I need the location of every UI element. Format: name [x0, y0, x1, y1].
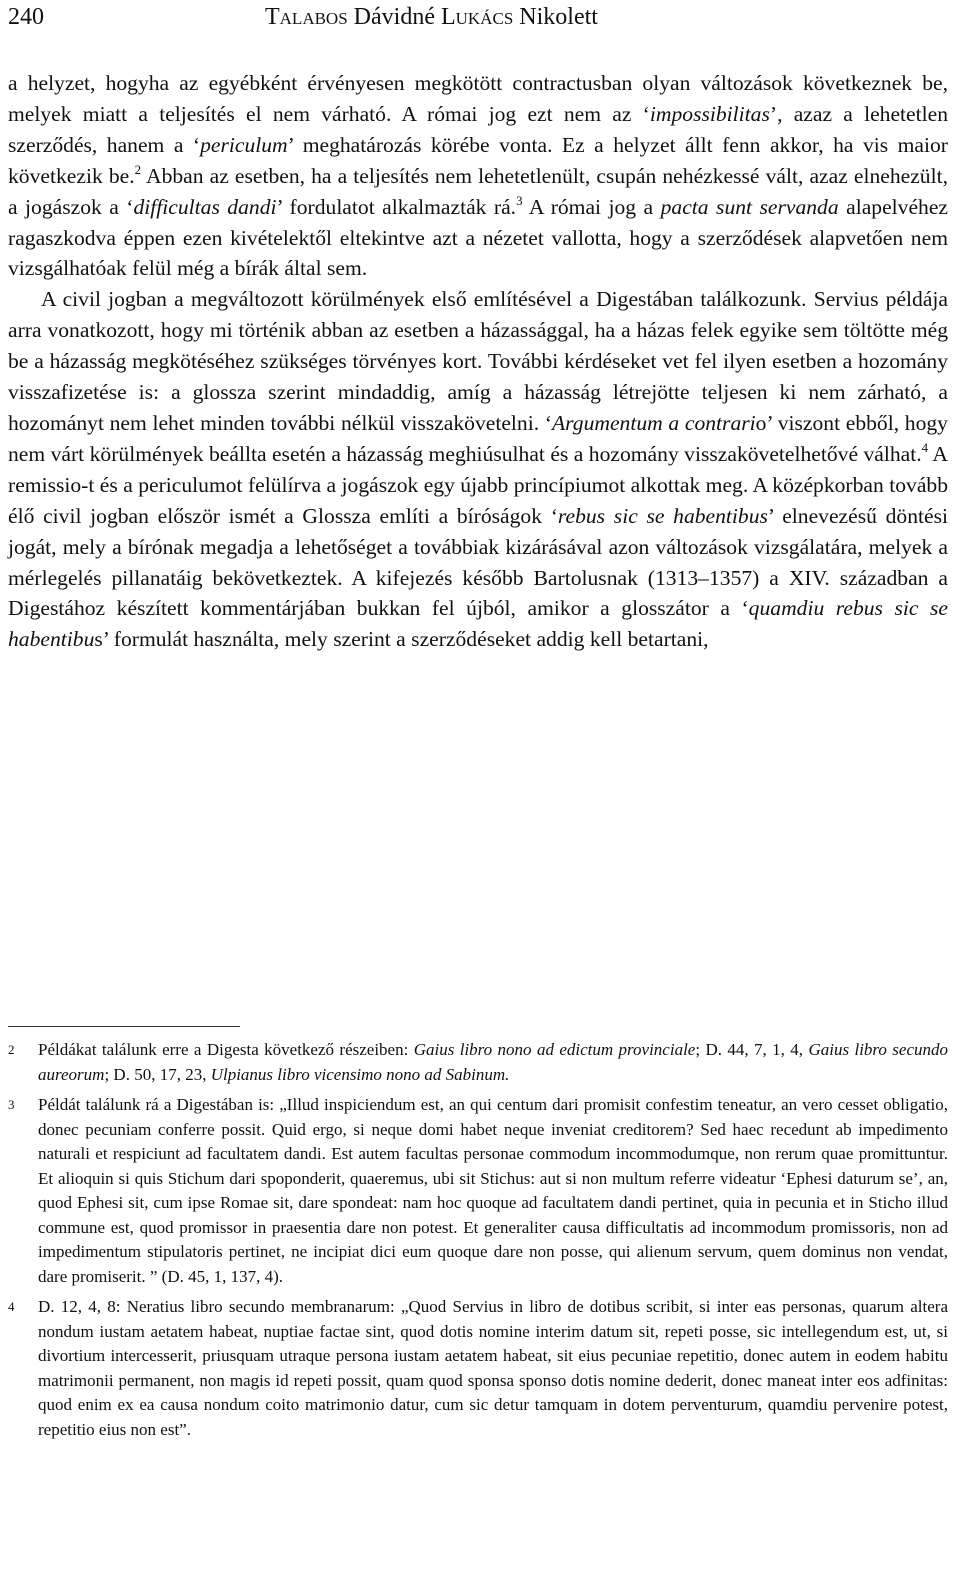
author-surname-2: Lukács: [440, 4, 514, 30]
footnote-number: 3: [8, 1097, 15, 1112]
footnote-text: Példát találunk rá a Digestában is: „Illud inspiciendum est, an qui centum dari promisit confestim teneatur, an vero cesset obligatio, donec pecuniam conferre possit. Quid ergo, si neque domi habet neque inveniat creditorem? Sed haec recedunt ab impedimento naturali et respiciunt ad facultatem dandi. Est autem facultas personae commodum incommodumque, non rerum quae promittuntur. Et alioquin si quis Stichum dari spoponderit, quaeremus, ubi sit Stichus: aut si non multum referre videatur ‘Ephesi daturum se’, an, quod Ephesi sit, cum ipse Romae sit, dare spondeat: nam hoc quoque ad facultatem dandi pertinet, quia in pecunia et in Sticho illud commune est, quod promissor in praesentia dare non potest. Et generaliter causa difficultatis ad incommodum promissoris, non ad impedimentum stipulatoris pertinet, ne incipiat dici eum quoque dare non posse, qui alienum servum, quem dominus non vendat, dare promiserit. ” (D. 45, 1, 137, 4).: [38, 1095, 948, 1286]
footnote-4: [8, 1295, 948, 1442]
footnote-separator: [8, 1026, 240, 1027]
text-run: ’ meghatározás körébe vonta. Ez a helyzet állt fenn akkor, ha vis maior következik be.: [8, 132, 949, 188]
text-run: alapelvéhez ragaszkodva éppen ezen kivételektől eltekintve azt a nézetet vallotta, hogy a szerződések alapvetően nem vizsgálhatóak felül még a bírák által sem.: [8, 194, 949, 281]
running-header: [8, 0, 948, 40]
text-run: s’ formulát használta, mely szerint a szerződéseket addig kell betartani,: [94, 627, 709, 652]
footnote-ref-4[interactable]: 4: [921, 440, 929, 456]
italic-term: impossibilitas: [649, 101, 770, 126]
footnote-ref-2[interactable]: 2: [134, 161, 142, 177]
italic-term: Argumentum a contrari: [551, 410, 756, 435]
italic-term: periculum: [200, 132, 288, 157]
text-run: Abban az esetben, ha a teljesítés nem lehetetlenült, csupán nehézkessé vált, azaz elnehezült, a jogászok a ‘: [8, 163, 948, 219]
text-run: A római jog a: [522, 194, 661, 219]
text-run: ’ fordulatot alkalmazták rá.: [276, 194, 517, 219]
text-run: ’ elnevezésű döntési jogát, mely a bírónak megadja a lehetőséget a továbbiak kizárásával azon változások vizsgálatára, melyek a mérlegelés pillanatáig bekövetkeztek. A kifejezés később Bartolusnak (1313–1357) a XIV. században a Digestához készített kommentárjában bukkan fel újból, amikor a glosszátor a ‘: [8, 503, 948, 621]
paragraph-1: [8, 68, 948, 284]
running-head-author: [265, 4, 598, 31]
text-run: a helyzet, hogyha az egyébként érvényesen megkötött contractusban olyan változások következnek be, melyek miatt a teljesítés el nem várható. A római jog ezt nem az ‘: [8, 71, 948, 126]
author-surname-1: Talabos: [265, 4, 348, 30]
author-given-1: Dávidné: [353, 4, 435, 30]
text-run: ; D. 44, 7, 1, 4,: [695, 1040, 809, 1059]
italic-term: pacta sunt servanda: [660, 194, 839, 219]
author-given-2: Nikolett: [519, 4, 598, 30]
paragraph-2: [8, 284, 948, 655]
text-run: o’ viszont ebből, hogy nem várt körülmények beállta esetén a házasság meghiúsulhat és a hozomány visszakövetelhetővé válhat.: [8, 410, 948, 466]
footnotes: [8, 1038, 948, 1448]
text-run: Példákat találunk erre a Digesta következő részeiben:: [38, 1040, 414, 1059]
footnote-3: [8, 1093, 948, 1289]
page-number: 240: [8, 4, 44, 30]
footnote-number: 4: [8, 1299, 15, 1314]
italic-term: rebus sic se habentibus: [557, 503, 768, 528]
footnote-text: D. 12, 4, 8: Neratius libro secundo membranarum: „Quod Servius in libro de dotibus scribit, si inter eas personas, quarum altera nondum iustam aetatem habeat, nuptiae factae sint, quod dotis nomine interim datum sit, repeti posse, sic intellegendum est, ut, si divortium intercesserit, priusquam utraque persona iustam aetatem habeat, sit eius pecuniae repetitio, donec autem in eodem habitu matrimonii permanent, non magis id repeti possit, quam quod sponsa sponso dotis nomine dederit, donec maneat inter eos adfinitas: quod enim ex ea causa nondum coito matrimonio datur, cum sic detur tamquam in dotem perventurum, quamdiu pervenire potest, repetitio eius non est”.: [38, 1297, 948, 1439]
footnote-2: [8, 1038, 948, 1087]
italic-term: Gaius libro nono ad edictum provinciale: [413, 1040, 696, 1059]
italic-term: Gaius libro secundo aureorum: [38, 1040, 949, 1084]
italic-term: quamdiu rebus sic se habentibu: [8, 596, 948, 652]
text-run: A civil jogban a megváltozott körülmények első említésével a Digestában találkozunk. Servius példája arra vonatkozott, hogy mi történik abban az esetben a házassággal, ha a házas felek egyike sem töltötte még be a házasság megkötéséhez szükséges törvényes kort. További kérdéseket vet fel ilyen esetben a hozomány visszafizetése is: a glossza szerint mindaddig, amíg a házasság létrejötte teljesen ki nem zárható, a hozományt nem lehet minden további nélkül visszakövetelni. ‘: [8, 287, 948, 435]
footnote-text: [38, 1040, 948, 1084]
italic-term: Ulpianus libro vicensimo nono ad Sabinum.: [210, 1064, 510, 1084]
body-text: [8, 68, 948, 655]
text-run: ’, azaz a lehetetlen szerződés, hanem a ‘: [8, 101, 949, 157]
italic-term: difficultas dandi: [133, 194, 277, 219]
text-run: A remissio-t és a periculumot felülírva a jogászok egy újabb princípiumot alkottak meg. A középkorban tovább élő civil jogban először ismét a Glossza említi a bíróságok ‘: [8, 441, 948, 528]
footnote-number: 2: [8, 1042, 15, 1057]
text-run: ; D. 50, 17, 23,: [104, 1064, 211, 1084]
footnote-ref-3[interactable]: 3: [516, 192, 523, 208]
